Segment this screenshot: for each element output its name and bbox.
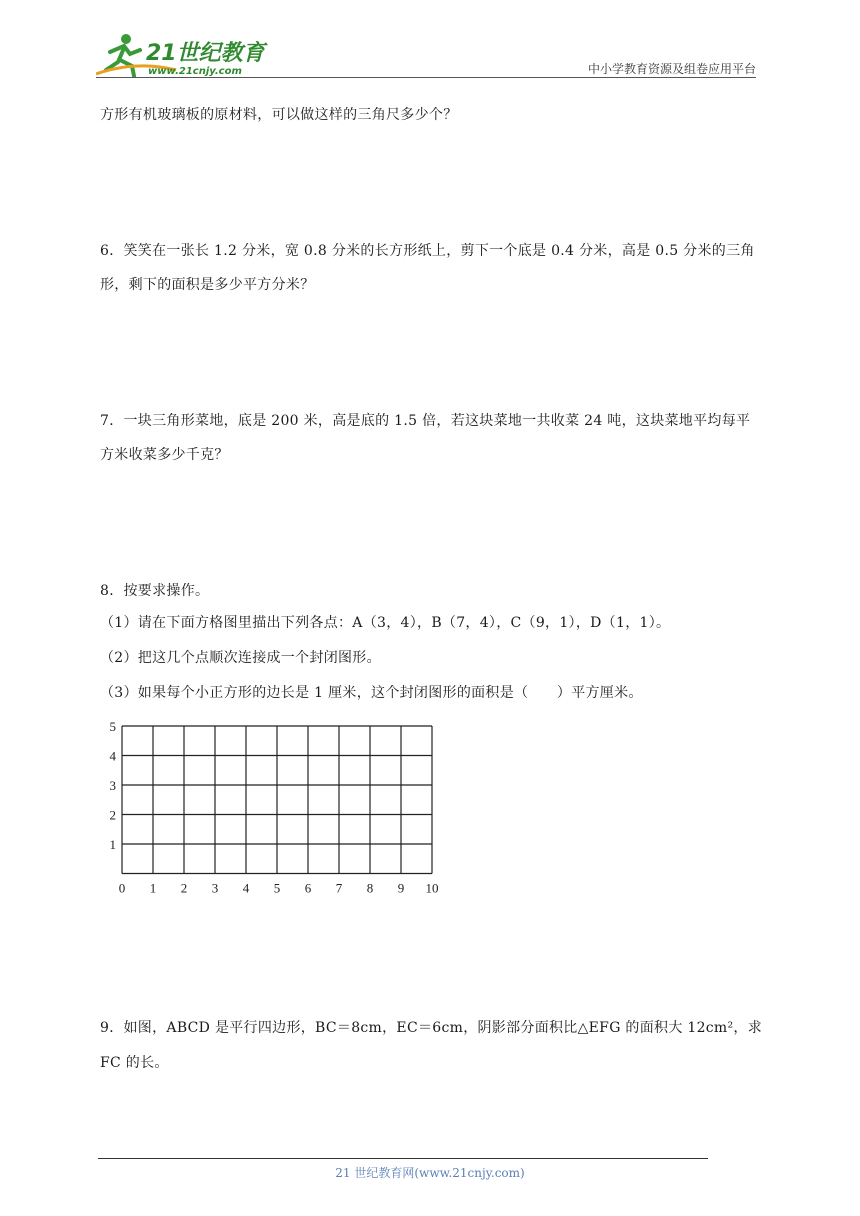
- question-8-sub-1: （1）请在下面方格图里描出下列各点：A（3，4），B（7，4），C（9，1），D（1，1）。: [100, 615, 671, 631]
- page-header: [96, 30, 756, 82]
- brand-name: 21世纪教育: [146, 41, 265, 66]
- x-axis-tick-label: 10: [425, 880, 439, 895]
- brand-url: www.21cnjy.com: [148, 66, 242, 77]
- coordinate-grid: [98, 715, 448, 895]
- coordinate-grid-svg: [98, 715, 448, 895]
- y-axis-tick-label: 5: [109, 719, 116, 734]
- x-axis-tick-label: 2: [180, 880, 188, 895]
- x-axis-tick-label: 4: [242, 880, 250, 895]
- x-axis-tick-label: 0: [118, 880, 126, 895]
- y-axis-tick-label: 1: [109, 837, 116, 852]
- question-5-tail: 方形有机玻璃板的原材料，可以做这样的三角尺多少个？: [100, 107, 458, 123]
- y-axis-tick-label: 2: [109, 807, 116, 823]
- x-axis-tick-label: 1: [149, 880, 157, 895]
- question-9-line-1: 9．如图，ABCD 是平行四边形，BC＝8cm，EC＝6cm，阴影部分面积比△EFG 的面积大 12cm²，求: [100, 1020, 763, 1036]
- x-axis-tick-label: 9: [397, 880, 405, 895]
- x-axis-tick-label: 5: [273, 880, 281, 895]
- brand-logo: [96, 30, 276, 78]
- x-axis-tick-label: 6: [304, 880, 312, 895]
- footer-text: 21 世纪教育网(www.21cnjy.com): [335, 1166, 525, 1180]
- question-8-sub-3: （3）如果每个小正方形的边长是 1 厘米，这个封闭图形的面积是（ ）平方厘米。: [100, 685, 643, 701]
- question-7-line-1: 7．一块三角形菜地，底是 200 米，高是底的 1.5 倍，若这块菜地一共收菜 24 吨，这块菜地平均每平: [100, 413, 751, 429]
- x-axis-tick-label: 7: [335, 880, 343, 895]
- x-axis-tick-label: 8: [366, 880, 374, 895]
- question-6-line-2: 形，剩下的面积是多少平方分米？: [100, 277, 315, 293]
- question-6-line-1: 6．笑笑在一张长 1.2 分米，宽 0.8 分米的长方形纸上，剪下一个底是 0.4 分米，高是 0.5 分米的三角: [100, 243, 755, 259]
- question-8-title: 8．按要求操作。: [100, 583, 210, 599]
- header-divider: [96, 77, 756, 78]
- y-axis-tick-label: 3: [109, 778, 116, 793]
- footer-divider: [98, 1158, 708, 1159]
- header-tagline: 中小学教育资源及组卷应用平台: [587, 62, 756, 76]
- question-8-sub-2: （2）把这几个点顺次连接成一个封闭图形。: [100, 650, 381, 666]
- x-axis-tick-label: 3: [211, 880, 219, 895]
- y-axis-tick-label: 4: [109, 748, 116, 764]
- question-7-line-2: 方米收菜多少千克？: [100, 447, 229, 463]
- question-9-line-2: FC 的长。: [100, 1055, 169, 1071]
